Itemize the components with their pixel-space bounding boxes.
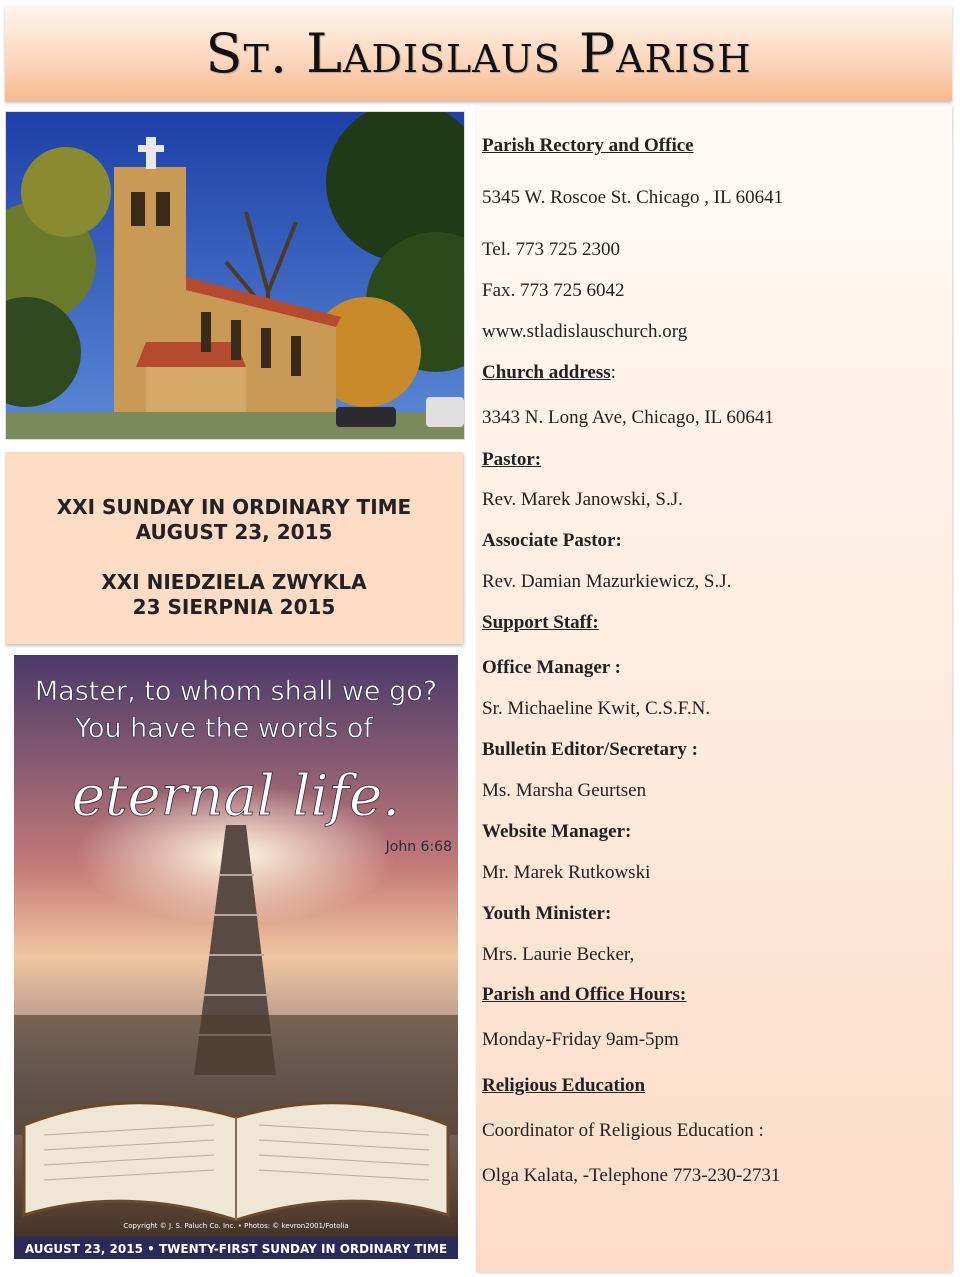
youth-minister-name: Mrs. Laurie Becker, xyxy=(482,944,635,965)
date-english-line2: AUGUST 23, 2015 xyxy=(135,520,333,544)
fax: Fax. 773 725 6042 xyxy=(482,280,625,301)
pastor-heading: Pastor: xyxy=(482,449,542,470)
religious-education-heading: Religious Education xyxy=(482,1075,646,1096)
church-address-colon: : xyxy=(610,362,616,383)
church-address: 3343 N. Long Ave, Chicago, IL 60641 xyxy=(482,407,774,428)
bulletin-editor-name: Ms. Marsha Geurtsen xyxy=(482,780,647,801)
rectory-heading: Parish Rectory and Office xyxy=(482,135,694,156)
date-polish-line1: XXI NIEDZIELA ZWYKLA xyxy=(101,570,367,594)
support-staff-heading: Support Staff: xyxy=(482,612,599,633)
bulletin-editor-heading: Bulletin Editor/Secretary : xyxy=(482,739,699,760)
liturgical-date-box xyxy=(5,452,463,644)
church-photo xyxy=(5,111,465,440)
parish-info-panel xyxy=(476,106,952,1272)
scripture-poster xyxy=(14,655,458,1259)
poster-line1: Master, to whom shall we go? xyxy=(34,676,438,707)
youth-minister-heading: Youth Minister: xyxy=(482,903,612,924)
poster-citation: John 6:68 xyxy=(385,839,452,855)
poster-copyright: Copyright © J. S. Paluch Co. Inc. • Photos: © kevron2001/Fotolia xyxy=(123,1222,349,1230)
telephone: Tel. 773 725 2300 xyxy=(482,239,620,260)
office-hours-heading: Parish and Office Hours: xyxy=(482,984,687,1005)
title-banner xyxy=(5,5,952,101)
poster-footer: AUGUST 23, 2015 • TWENTY-FIRST SUNDAY IN ORDINARY TIME xyxy=(24,1242,448,1256)
office-manager-heading: Office Manager : xyxy=(482,657,621,678)
office-hours: Monday-Friday 9am-5pm xyxy=(482,1029,679,1050)
poster-script: eternal life. xyxy=(71,764,401,829)
church-address-heading xyxy=(482,362,616,384)
associate-pastor-name: Rev. Damian Mazurkiewicz, S.J. xyxy=(482,571,732,592)
website-manager-heading: Website Manager: xyxy=(482,821,632,842)
website-link[interactable]: www.stladislauschurch.org xyxy=(482,321,688,342)
website-manager-name: Mr. Marek Rutkowski xyxy=(482,862,651,883)
rectory-address: 5345 W. Roscoe St. Chicago , IL 60641 xyxy=(482,187,784,208)
date-polish-line2: 23 SIERPNIA 2015 xyxy=(132,595,336,619)
religious-education-contact: Olga Kalata, -Telephone 773-230-2731 xyxy=(482,1165,781,1186)
church-photo-illustration xyxy=(6,112,464,439)
religious-education-coordinator: Coordinator of Religious Education : xyxy=(482,1120,764,1141)
poster-line2: You have the words of xyxy=(75,713,373,744)
church-address-heading-text: Church address xyxy=(482,362,611,383)
date-english-line1: XXI SUNDAY IN ORDINARY TIME xyxy=(56,495,412,519)
pastor-name: Rev. Marek Janowski, S.J. xyxy=(482,489,683,510)
page-title: St. Ladislaus Parish xyxy=(205,21,752,85)
associate-pastor-heading: Associate Pastor: xyxy=(482,530,622,551)
office-manager-name: Sr. Michaeline Kwit, C.S.F.N. xyxy=(482,698,711,719)
